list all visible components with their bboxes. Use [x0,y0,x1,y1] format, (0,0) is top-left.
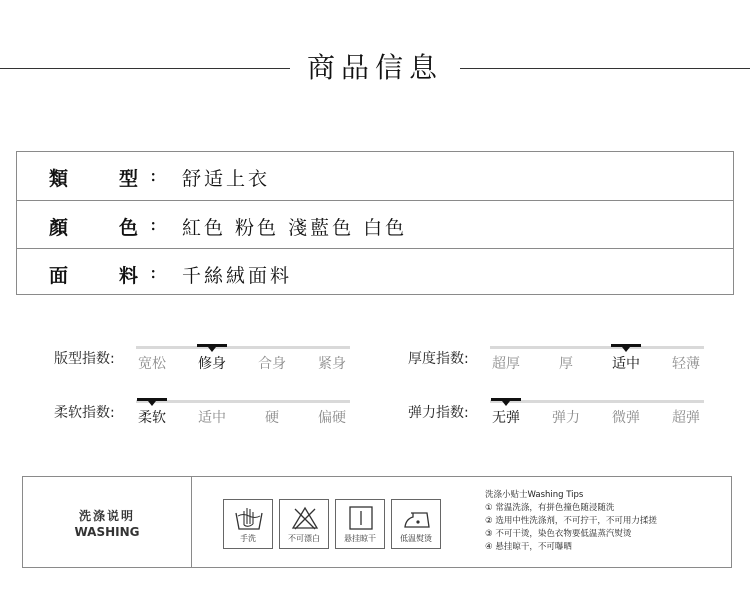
info-key-part: 料 [119,265,139,287]
scale-fit [54,336,354,376]
washing-tips [485,489,725,554]
scale-thickness [408,336,708,376]
scale-option: 轻薄 [672,356,700,372]
scale-track [490,400,704,403]
info-key-part: 類 [49,168,69,190]
info-value-color: 紅色 粉色 淺藍色 白色 [182,217,408,239]
scale-option: 宽松 [138,356,166,372]
scale-option: 无弹 [492,410,520,426]
info-key-part: 面 [49,265,69,287]
wash-symbol-caption: 悬挂晾干 [344,534,376,543]
scale-option: 适中 [198,410,226,426]
info-colon: : [150,164,157,186]
scale-option: 微弹 [612,410,640,426]
scale-elasticity [408,390,708,430]
scale-label: 弹力指数: [408,405,469,421]
scale-indicator [491,398,521,401]
washing-title-cn: 洗涤说明 [78,509,135,523]
scale-option: 厚 [559,356,573,372]
wash-symbol-line-dry [335,499,385,549]
scale-label: 厚度指数: [408,351,469,367]
washing-instructions [22,476,732,568]
hand-wash-icon [234,505,264,531]
header-divider-left [0,68,290,69]
info-key-part: 顏 [49,217,69,239]
index-scales [0,330,750,430]
info-colon: : [150,213,157,235]
wash-symbol-hand-wash [223,499,273,549]
wash-symbol-low-iron [391,499,441,549]
info-key-part: 型 [119,168,139,190]
product-info-table [16,151,734,295]
scale-option: 弹力 [552,410,580,426]
section-title: 商品信息 [306,51,443,84]
info-row-type [17,152,733,200]
scale-track [490,346,704,349]
scale-option: 偏硬 [318,410,346,426]
scale-label: 柔软指数: [54,405,115,421]
scale-option: 紧身 [318,356,346,372]
scale-option: 修身 [198,356,226,372]
info-value-type: 舒适上衣 [182,168,271,190]
scale-option: 合身 [258,356,286,372]
scale-track [136,400,350,403]
scale-indicator [611,344,641,347]
washing-tip: ② 选用中性洗涤剂，不可拧干，不可用力揉搓 [485,516,657,526]
washing-tips-title: 洗涤小贴士Washing Tips [485,490,584,500]
scale-option: 硬 [265,410,279,426]
wash-symbol-caption: 低温熨烫 [400,534,432,543]
info-colon: : [150,261,157,283]
scale-option: 柔软 [138,410,166,426]
scale-track [136,346,350,349]
line-dry-icon [346,505,376,531]
wash-symbol-no-bleach [279,499,329,549]
scale-indicator [137,398,167,401]
info-row-fabric [17,248,733,296]
washing-tip: ① 常温洗涤，有拼色撞色随浸随洗 [485,503,615,513]
washing-title-en: WASHING [74,525,140,539]
no-bleach-icon [290,505,320,531]
scale-label: 版型指数: [54,351,115,367]
scale-option: 超弹 [672,410,700,426]
low-iron-icon [402,505,432,531]
info-key-part: 色 [119,217,139,239]
washing-tip: ④ 悬挂晾干，不可曝晒 [485,542,572,552]
washing-tip: ③ 不可干烫，染色衣物要低温蒸汽熨烫 [485,529,632,539]
section-header [0,40,750,96]
wash-symbol-caption: 手洗 [240,534,256,543]
scale-indicator [197,344,227,347]
scale-option: 适中 [612,356,640,372]
scale-option: 超厚 [492,356,520,372]
washing-heading [23,477,192,567]
header-divider-right [460,68,750,69]
scale-softness [54,390,354,430]
wash-symbol-caption: 不可漂白 [288,534,320,543]
info-row-color [17,200,733,248]
info-value-fabric: 千絲絨面料 [182,265,293,287]
